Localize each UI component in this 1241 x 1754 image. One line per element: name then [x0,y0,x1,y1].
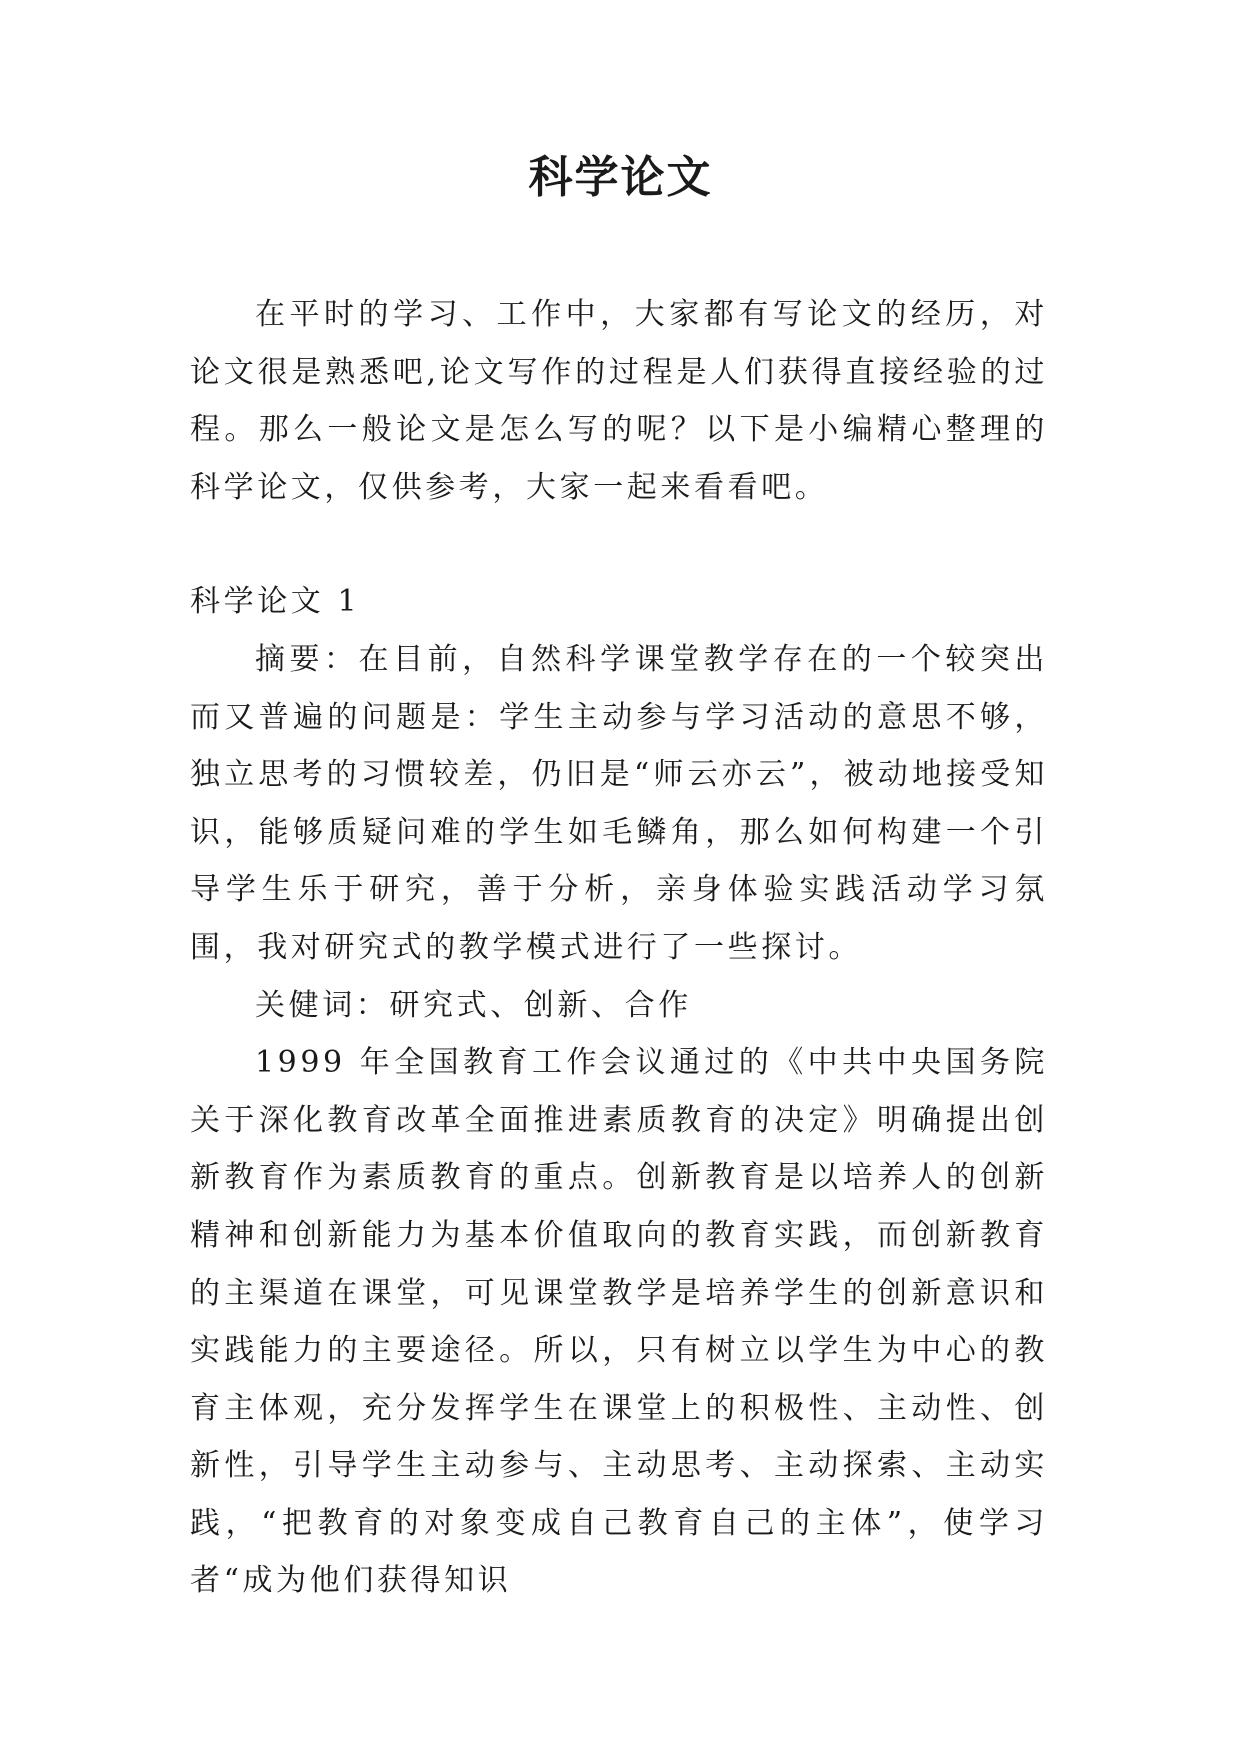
document-body [190,286,1048,1610]
section-heading: 科学论文 1 [190,584,361,620]
keywords-line: 关健词：研究式、创新、合作 [255,987,692,1023]
paragraph-gap [190,516,1048,573]
intro-paragraph: 在平时的学习、工作中，大家都有写论文的经历，对论文很是熟悉吧,论文写作的过程是人们获得直接经验的过程。那么一般论文是怎么写的呢？以下是小编精心整理的科学论文，仅供参考，大家一起来看看吧。 [190,297,1048,505]
abstract-paragraph: 摘要：在目前，自然科学课堂教学存在的一个较突出而又普遍的问题是：学生主动参与学习活动的意思不够，独立思考的习惯较差，仍旧是“师云亦云”，被动地接受知识，能够质疑问难的学生如毛鳞角，那么如何构建一个引导学生乐于研究，善于分析，亲身体验实践活动学习氛围，我对研究式的教学模式进行了一些探讨。 [190,641,1048,965]
document-title: 科学论文 [528,152,713,203]
body-paragraph: 1999 年全国教育工作会议通过的《中共中央国务院关于深化教育改革全面推进素质教育的决定》明确提出创新教育作为素质教育的重点。创新教育是以培养人的创新精神和创新能力为基本价值取向的教育实践，而创新教育的主渠道在课堂，可见课堂教学是培养学生的创新意识和实践能力的主要途径。所以，只有树立以学生为中心的教育主体观，充分发挥学生在课堂上的积极性、主动性、创新性，引导学生主动参与、主动思考、主动探索、主动实践，“把教育的对象变成自己教育自己的主体”，使学习者“成为他们获得知识 [190,1045,1048,1599]
